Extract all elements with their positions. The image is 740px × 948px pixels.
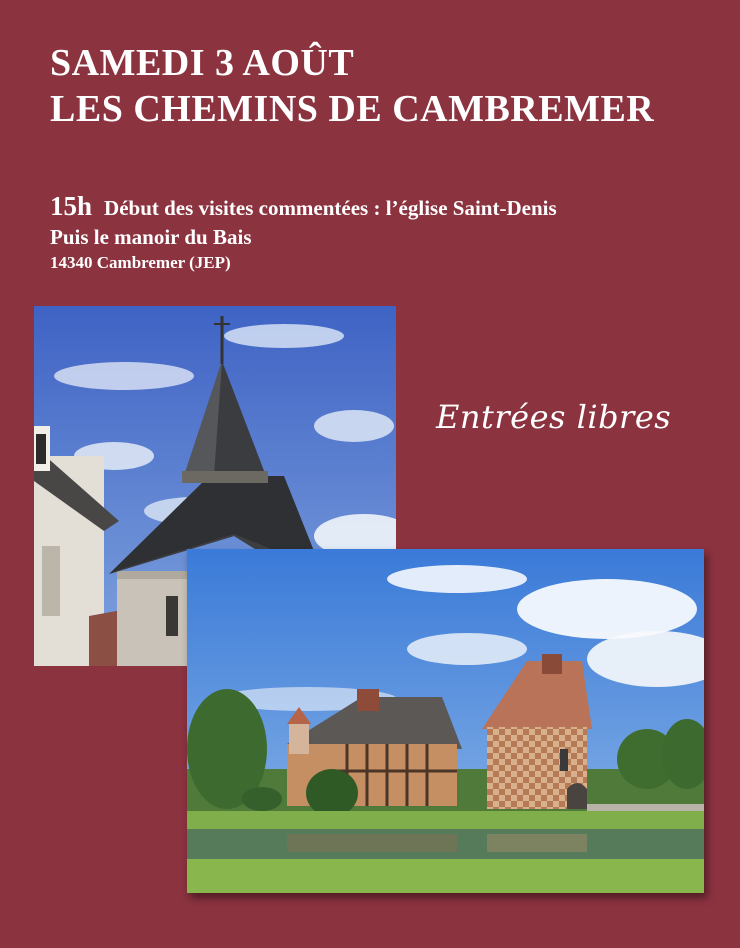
event-name: LES CHEMINS DE CAMBREMER [50, 88, 655, 130]
free-entry-text: Entrées libres [436, 398, 672, 436]
schedule-line [50, 191, 557, 223]
event-date: SAMEDI 3 AOÛT [50, 42, 355, 84]
manor-line: Puis le manoir du Bais [50, 225, 252, 249]
event-title [50, 40, 654, 132]
visit-description: Début des visites commentées : l’église Saint-Denis [104, 196, 557, 220]
manor-photo [187, 549, 704, 893]
event-details [50, 191, 557, 275]
location-line: 14340 Cambremer (JEP) [50, 253, 231, 272]
start-time: 15h [50, 191, 93, 221]
